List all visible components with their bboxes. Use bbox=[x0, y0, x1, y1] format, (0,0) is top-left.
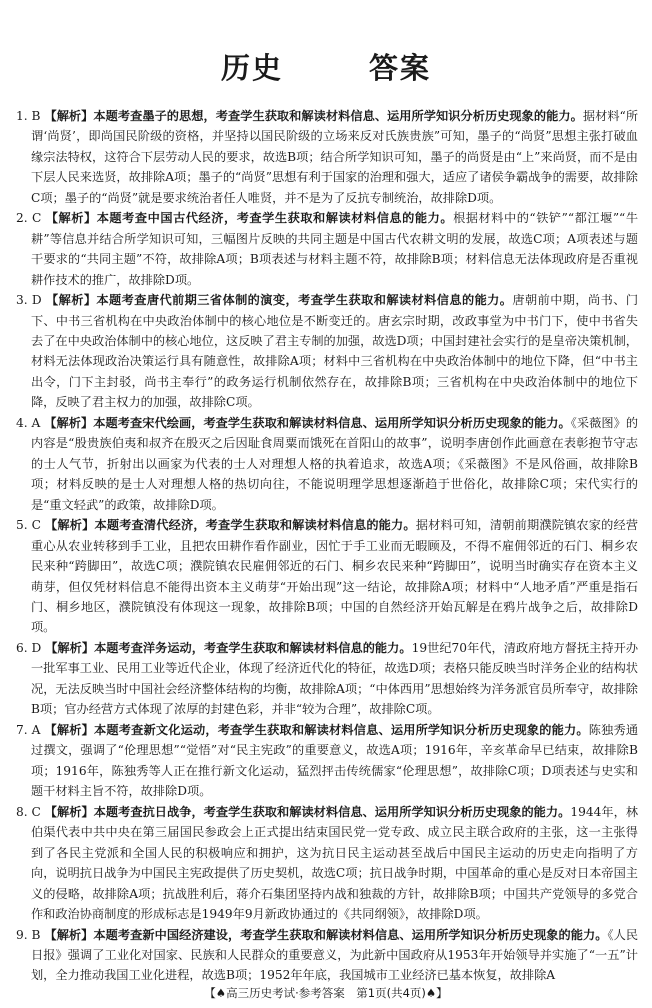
answer-item-5 bbox=[16, 515, 638, 637]
analysis-heading: 【解析】本题考查中国古代经济，考查学生获取和解读材料信息的能力。 bbox=[45, 211, 454, 226]
title-subject: 历史 bbox=[220, 51, 283, 85]
analysis-heading: 【解析】本题考查墨子的思想，考查学生获取和解读材料信息、运用所学知识分析历史现象的能力。 bbox=[44, 109, 583, 123]
answer-number: 6. D bbox=[16, 641, 42, 656]
analysis-body: 《采薇图》的内容是“殷贵族伯夷和叔齐在殷灭之后因耻食周粟而饿死在首阳山的故事”，说明李唐创作此画意在表彰抱节守志的士人气节，折射出以画家为代表的士人对理想人格的执着追求，故选A项；《采薇图》不是风俗画，故排除B项；材料反映的是士人对理想人格的热切向往，不能说明理学思想逐渐趋于世俗化，故排除C项；宋代实行的是“重文轻武”的政策，故排除D项。 bbox=[31, 415, 639, 512]
answer-item-3 bbox=[16, 290, 638, 412]
answer-number: 1. B bbox=[16, 109, 41, 123]
title-answer: 答案 bbox=[369, 51, 432, 85]
analysis-heading: 【解析】本题考查新中国经济建设，考查学生获取和解读材料信息、运用所学知识分析历史现象的能力。 bbox=[44, 927, 608, 942]
answer-number: 2. C bbox=[16, 211, 42, 226]
answer-item-1 bbox=[16, 106, 638, 208]
answer-number: 4. A bbox=[16, 415, 41, 430]
analysis-body: 唐朝前中期，尚书、门下、中书三省机构在中央政治体制中的核心地位是不断变迁的。唐玄宗时期，改政事堂为中书门下，使中书省失去了在中央政治体制中的核心地位，这反映了君主专制的加强，故选D项；中国封建社会实行的是皇帝决策机制，材料无法体现政治决策运行具有随意性，故排除A项；材料中三省机构在中央政治体制中的地位下降，但“中书主出令，门下主封驳，尚书主奉行”的政务运行机制依然存在，故排除B项；三省机构在中央政治体制中的地位下降，反映了君主权力的加强，故排除C项。 bbox=[31, 293, 639, 410]
answer-number: 5. C bbox=[16, 518, 41, 533]
answer-item-8 bbox=[16, 802, 638, 924]
analysis-heading: 【解析】本题考查洋务运动，考查学生获取和解读材料信息的能力。 bbox=[45, 641, 412, 656]
analysis-heading: 【解析】本题考查新文化运动，考查学生获取和解读材料信息、运用所学知识分析历史现象的能力。 bbox=[44, 722, 589, 737]
analysis-body: 根据材料中的“铁铲”“都江堰”“牛耕”等信息并结合所学知识可知，三幅图片反映的共同主题是中国古代农耕文明的发展，故选C项；A项表述与题干要求的“共同主题”不符，故排除A项；B项表述与材料主题不符，故排除B项；材料信息无法体现政府是否重视耕作技术的推广，故排除D项。 bbox=[31, 211, 639, 287]
answer-number: 9. B bbox=[16, 927, 41, 942]
analysis-heading: 【解析】本题考查清代经济，考查学生获取和解读材料信息的能力。 bbox=[45, 518, 416, 533]
answer-number: 3. D bbox=[16, 293, 42, 308]
answer-number: 8. C bbox=[16, 804, 41, 819]
analysis-body: 《人民日报》强调了工业化对国家、民族和人民群众的重要意义，为此新中国政府从1953年开始领导并实施了“一五”计划，全力推动我国工业化进程，故选B项；1952年年底，我国城市工业经济已基本恢复，故排除A bbox=[31, 927, 639, 983]
answer-item-6 bbox=[16, 638, 638, 720]
answer-number: 7. A bbox=[16, 722, 41, 737]
page-footer: 【♠高三历史考试·参考答案 第1页(共4页)♠】 bbox=[204, 986, 448, 1000]
analysis-body: 19世纪70年代，清政府地方督抚主持开办一批军事工业、民用工业等近代企业，体现了经济近代化的特征，故选D项；表格只能反映当时洋务企业的结构状况，无法反映当时中国社会经济整体结构的均衡，故排除A项；“中体西用”思想始终为洋务派官员所奉守，故排除B项；官办经营方式体现了浓厚的封建色彩，并非“较为合理”，故排除C项。 bbox=[31, 641, 639, 717]
analysis-body: 据材料“所谓‘尚贤’，即尚国民阶级的资格，并坚持以国民阶级的立场来反对氏族贵族”可知，墨子的“尚贤”思想主张打破血缘宗法特权，这符合下层劳动人民的要求，故选B项；结合所学知识可知，墨子的尚贤是由“上”来尚贤，而不是由下层人民来选贤，故排除A项；墨子的“尚贤”思想有利于国家的治理和强大，适应了诸侯争霸战争的需要，故排除C项；墨子的“尚贤”就是要求统治者任人唯贤，并不是为了反抗专制统治，故排除D项。 bbox=[31, 109, 639, 205]
analysis-body: 1944年，林伯渠代表中共中央在第三届国民参政会上正式提出结束国民党一党专政、成立民主联合政府的主张，这一主张得到了各民主党派和全国人民的积极响应和拥护，这为抗日民主运动甚至战后中国民主运动的历史走向指明了方向，说明抗日战争为中国民主宪政提供了历史契机，故选C项；抗日战争时期，中国革命的重心是反对日本帝国主义的侵略，故排除A项；抗战胜利后，蒋介石集团坚持内战和独裁的方针，故排除B项；中国共产党领导的多党合作和政治协商制度的形成标志是1949年9月新政协通过的《共同纲领》，故排除D项。 bbox=[31, 804, 639, 921]
analysis-body: 据材料可知，清朝前期濮院镇农家的经营重心从农业转移到手工业，且把农田耕作看作副业，因忙于手工业而无暇顾及，不得不雇佣邻近的石门、桐乡农民来种“跨脚田”，故选C项；濮院镇农民雇佣邻近的石门、桐乡农民来种“跨脚田”，说明当时确实存在资本主义萌芽，但仅凭材料信息不能得出资本主义萌芽“开始出现”这一结论，故排除A项；材料中“人地矛盾”严重是指石门、桐乡地区，濮院镇没有体现这一现象，故排除B项；中国的自然经济开始瓦解是在鸦片战争之后，故排除D项。 bbox=[31, 518, 639, 635]
answer-item-7 bbox=[16, 720, 638, 802]
analysis-body: 陈独秀通过撰文，强调了“伦理思想”“觉悟”对“民主宪政”的重要意义，故选A项；1916年，辛亥革命早已结束，故排除B项；1916年，陈独秀等人正在推行新文化运动，猛烈抨击传统儒家“伦理思想”，故排除C项；D项表述与史实和题干材料主旨不符，故排除D项。 bbox=[31, 722, 639, 799]
analysis-heading: 【解析】本题考查唐代前期三省体制的演变，考查学生获取和解读材料信息的能力。 bbox=[46, 293, 513, 308]
analysis-heading: 【解析】本题考查抗日战争，考查学生获取和解读材料信息、运用所学知识分析历史现象的能力。 bbox=[44, 804, 571, 819]
answer-item-9 bbox=[16, 925, 638, 986]
answer-item-2 bbox=[16, 208, 638, 290]
answer-list bbox=[16, 106, 638, 986]
answer-item-4 bbox=[16, 413, 638, 515]
page-title bbox=[0, 46, 652, 87]
analysis-heading: 【解析】本题考查宋代绘画，考查学生获取和解读材料信息、运用所学知识分析历史现象的能力。 bbox=[44, 415, 571, 430]
